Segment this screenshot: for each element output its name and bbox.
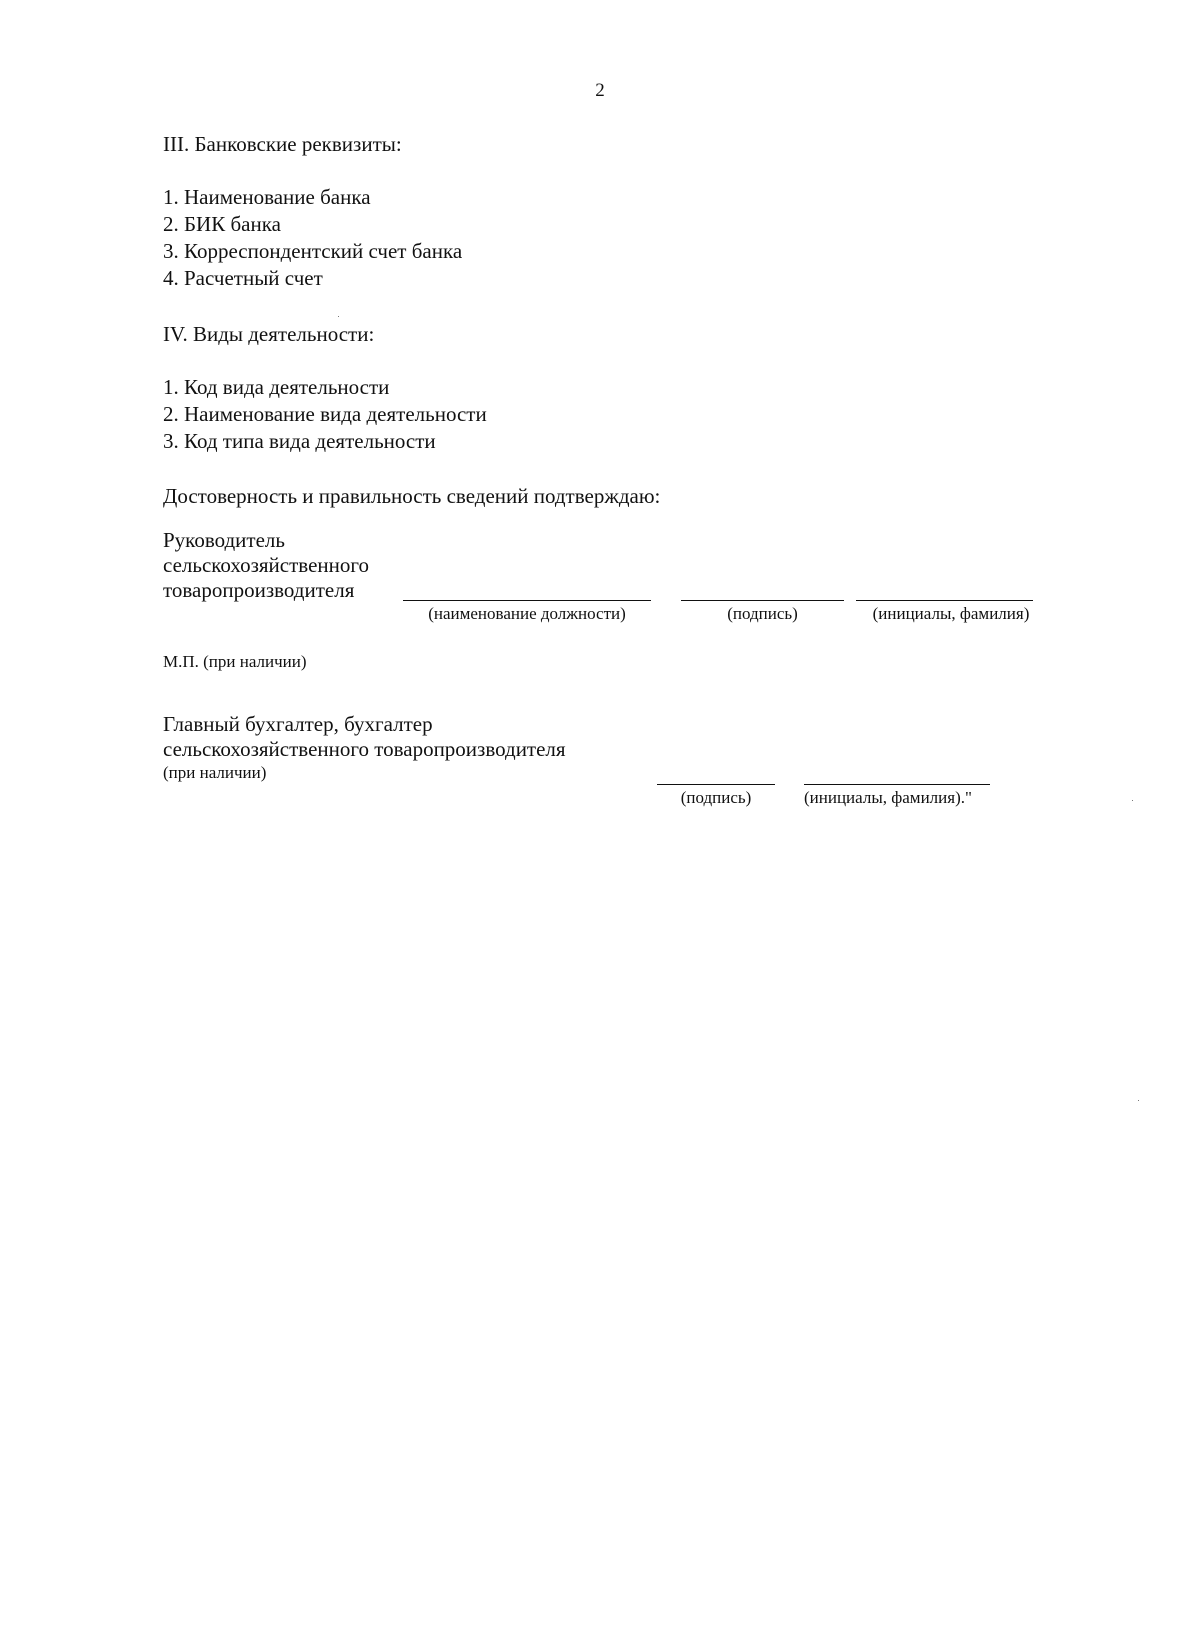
accountant-signature-line: [657, 784, 775, 785]
position-line: [403, 600, 651, 601]
page-number: 2: [595, 80, 605, 101]
caption-head-name: (инициалы, фамилия): [872, 604, 1030, 623]
accountant-label-note: (при наличии): [163, 763, 267, 782]
accountant-label-line-1: Главный бухгалтер, бухгалтер: [163, 712, 433, 736]
accountant-name-line: [804, 784, 990, 785]
head-label-line-1: Руководитель: [163, 528, 285, 552]
head-name-line: [856, 600, 1033, 601]
section-3-item-1: 1. Наименование банка: [163, 185, 371, 209]
section-4-item-1: 1. Код вида деятельности: [163, 375, 390, 399]
head-label-line-2: сельскохозяйственного: [163, 553, 369, 577]
scan-speck: [338, 316, 339, 317]
accountant-label-line-2: сельскохозяйственного товаропроизводителя: [163, 737, 566, 761]
caption-head-signature: (подпись): [727, 604, 798, 623]
section-4-heading: IV. Виды деятельности:: [163, 322, 375, 346]
scan-speck: [1132, 800, 1133, 801]
section-4-item-2: 2. Наименование вида деятельности: [163, 402, 487, 426]
head-signature-line: [681, 600, 844, 601]
head-label-line-3: товаропроизводителя: [163, 578, 355, 602]
section-3-item-4: 4. Расчетный счет: [163, 266, 323, 290]
section-3-item-2: 2. БИК банка: [163, 212, 281, 236]
caption-position: (наименование должности): [428, 604, 626, 623]
caption-accountant-signature: (подпись): [680, 788, 752, 807]
confirmation-text: Достоверность и правильность сведений подтверждаю:: [163, 484, 661, 508]
stamp-note: М.П. (при наличии): [163, 652, 307, 671]
section-3-item-3: 3. Корреспондентский счет банка: [163, 239, 463, 263]
section-3-heading: III. Банковские реквизиты:: [163, 132, 402, 156]
scan-speck: [1138, 1100, 1139, 1101]
section-4-item-3: 3. Код типа вида деятельности: [163, 429, 436, 453]
caption-accountant-name: (инициалы, фамилия).": [804, 788, 972, 807]
